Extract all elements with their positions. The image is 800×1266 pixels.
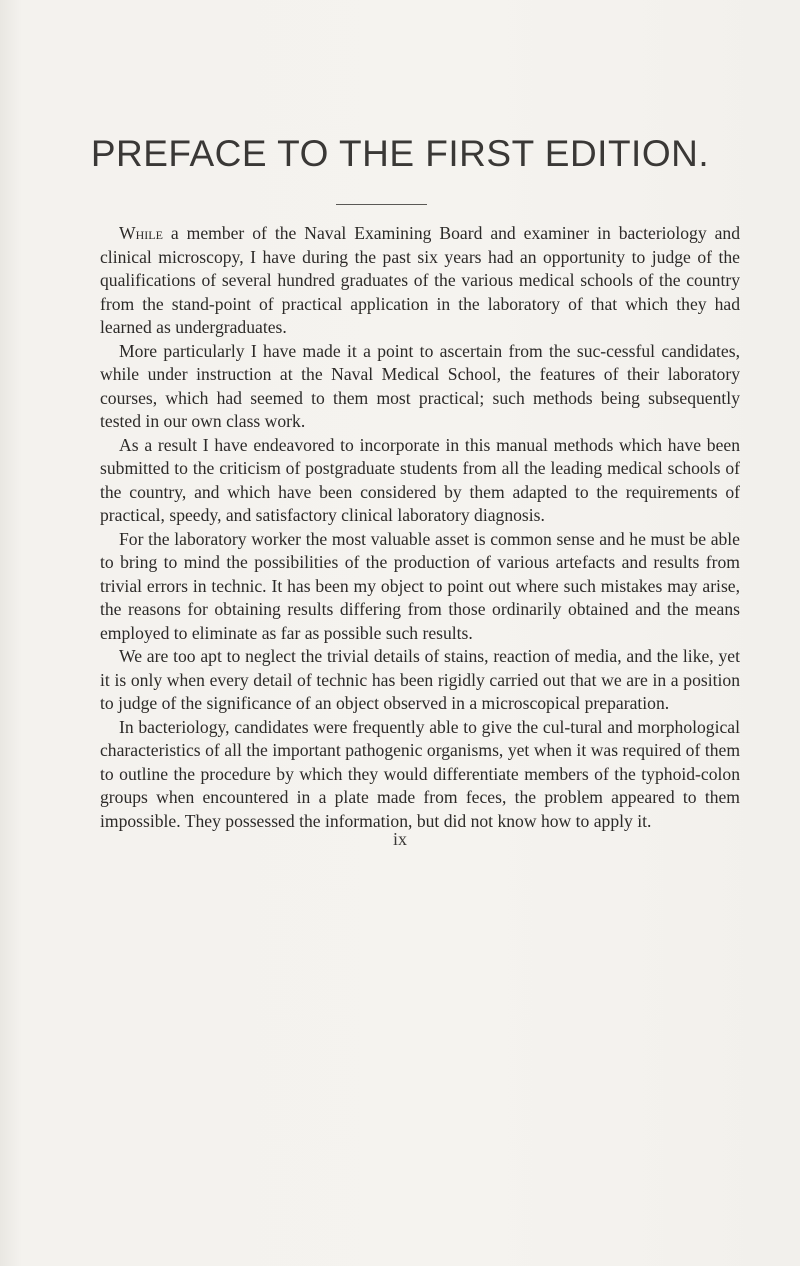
paragraph-6 bbox=[100, 716, 740, 834]
preface-body bbox=[100, 222, 740, 833]
paragraph-4 bbox=[100, 528, 740, 646]
paragraph-2 bbox=[100, 340, 740, 434]
paragraph-text: We are too apt to neglect the trivial details of stains, reaction of media, and the like, yet it is only when every detail of technic has been rigidly carried out that we are in a position to judge of the significance of an object observed in a microscopical preparation. bbox=[100, 646, 740, 713]
paragraph-3 bbox=[100, 434, 740, 528]
page-title: PREFACE TO THE FIRST EDITION. bbox=[90, 133, 710, 174]
page-number: ix bbox=[392, 829, 407, 849]
paragraph-text: a member of the Naval Examining Board and examiner in bacteriology and clinical microscopy, I have during the past six years had an opportunity to judge of the qualifications of several hundred graduates of the various medical schools of the country from the stand-point of practical application in the laboratory of that which they had learned as undergraduates. bbox=[100, 223, 740, 337]
paragraph-5 bbox=[100, 645, 740, 716]
title-rule bbox=[336, 204, 427, 205]
paragraph-text: In bacteriology, candidates were frequently able to give the cul-tural and morphological characteristics of all the important pathogenic organisms, yet when it was required of them to outline the procedure by which they would differentiate members of the typhoid-colon groups when encountered in a plate made from feces, the problem appeared to them impossible. They possessed the information, but did not know how to apply it. bbox=[100, 716, 740, 831]
paragraph-text: For the laboratory worker the most valuable asset is common sense and he must be able to bring to mind the possibilities of the production of various artefacts and results from trivial errors in technic. It has been my object to point out where such mistakes may arise, the reasons for obtaining results differing from those ordinarily obtained and the means employed to eliminate as far as possible such results. bbox=[100, 528, 740, 643]
paragraph-text: More particularly I have made it a point to ascertain from the suc-cessful candidates, while under instruction at the Naval Medical School, the features of their laboratory courses, which had seemed to them most practical; such methods being subsequently tested in our own class work. bbox=[100, 340, 740, 431]
paragraph-1 bbox=[100, 222, 740, 340]
paragraph-lead-word: While bbox=[119, 223, 163, 243]
paragraph-text: As a result I have endeavored to incorporate in this manual methods which have been submitted to the criticism of postgraduate students from all the leading medical schools of the country, and which have been considered by them adapted to the requirements of practical, speedy, and satisfactory clinical laboratory diagnosis. bbox=[100, 434, 740, 525]
